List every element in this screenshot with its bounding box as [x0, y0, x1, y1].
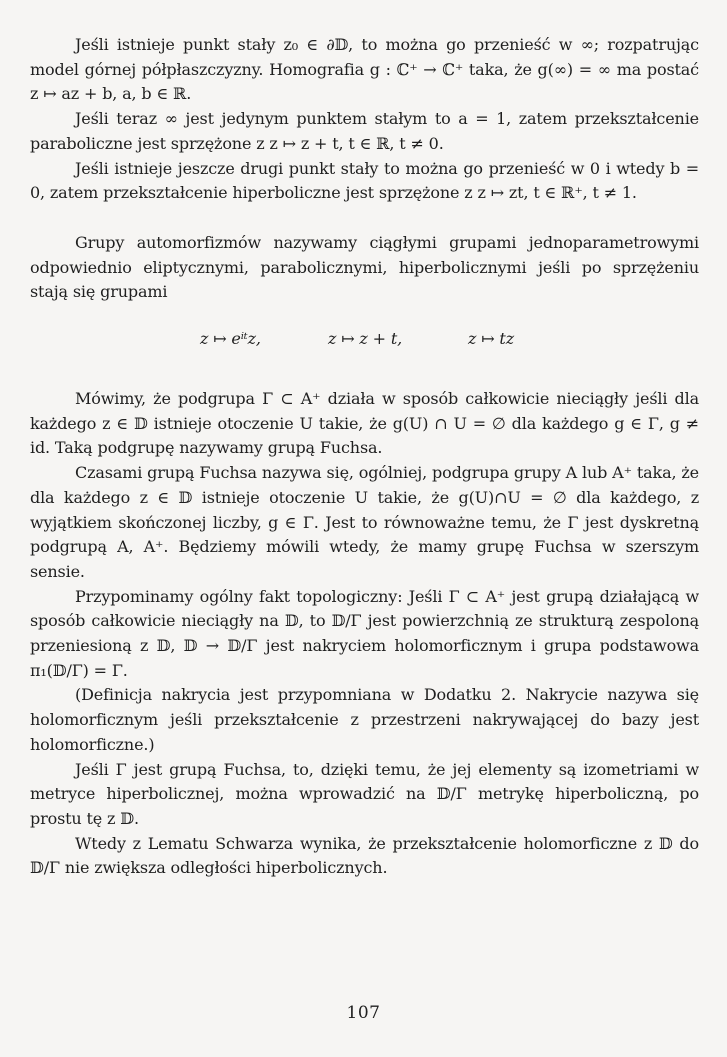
paragraph-parabolic-case: Jeśli teraz ∞ jest jedynym punktem stałym to a = 1, zatem przekształcenie paraboliczne jest sprzężone z z ↦ z + t, t ∈ ℝ, t ≠ 0.	[30, 109, 699, 153]
paragraph-hyperbolic-metric: Jeśli Γ jest grupą Fuchsa, to, dzięki temu, że jej elementy są izometriami w metryce hiperbolicznej, można wprowadzić na 𝔻/Γ metrykę hiperboliczną, po prostu tę z 𝔻.	[30, 759, 699, 828]
paragraph-covering-definition: (Definicja nakrycia jest przypomniana w Dodatku 2. Nakrycie nazywa się holomorficznym jeśli przekształcenie z przestrzeni nakrywającej do bazy jest holomorficzne.)	[30, 685, 699, 754]
formula-parabolic: z ↦ z + t,	[328, 329, 403, 349]
paragraph-schwarz-lemma: Wtedy z Lematu Schwarza wynika, że przekształcenie holomorficzne z 𝔻 do 𝔻/Γ nie zwiększa odległości hiperbolicznych.	[30, 833, 699, 878]
paragraph-topological-fact: Przypominamy ogólny fakt topologiczny: Jeśli Γ ⊂ A⁺ jest grupą działającą w sposób całkowicie nieciągły na 𝔻, to 𝔻/Γ jest powierzchnią ze strukturą zespoloną przeniesioną z 𝔻, 𝔻 → 𝔻/Γ jest nakryciem holomorficznym i grupa podstawowa π₁(𝔻/Γ) = Γ.	[30, 586, 699, 680]
display-formulas	[30, 327, 699, 351]
paragraph-fuchsian-broad-sense: Czasami grupą Fuchsa nazywa się, ogólniej, podgrupa grupy A lub A⁺ taka, że dla każdego z ∈ 𝔻 istnieje otoczenie U takie, że g(U)∩U = ∅ dla każdego, z wyjątkiem skończonej liczby, g ∈ Γ. Jest to równoważne temu, że Γ jest dyskretną podgrupą A, A⁺. Będziemy mówili wtedy, że mamy grupę Fuchsa w szerszym sensie.	[30, 463, 699, 581]
paragraph-hyperbolic-case: Jeśli istnieje jeszcze drugi punkt stały to można go przenieść w 0 i wtedy b = 0, zatem przekształcenie hiperboliczne jest sprzężone z z ↦ zt, t ∈ ℝ⁺, t ≠ 1.	[30, 158, 699, 203]
formula-hyperbolic: z ↦ tz	[468, 329, 514, 349]
page-number: 107	[346, 1003, 381, 1023]
paragraph-fixed-point-homography: Jeśli istnieje punkt stały z₀ ∈ ∂𝔻, to można go przenieść w ∞; rozpatrując model górnej półpłaszczyzny. Homografia g : ℂ⁺ → ℂ⁺ taka, że g(∞) = ∞ ma postać z ↦ az + b, a, b ∈ ℝ.	[30, 35, 699, 104]
paragraph-fuchsian-definition: Mówimy, że podgrupa Γ ⊂ A⁺ działa w sposób całkowicie nieciągły jeśli dla każdego z ∈ 𝔻 istnieje otoczenie U takie, że g(U) ∩ U = ∅ dla każdego g ∈ Γ, g ≠ id. Taką podgrupę nazywamy grupą Fuchsa.	[30, 389, 699, 458]
paragraph-automorphism-groups: Grupy automorfizmów nazywamy ciągłymi grupami jednoparametrowymi odpowiednio eliptycznymi, parabolicznymi, hiperbolicznymi jeśli po sprzężeniu stają się grupami	[30, 232, 699, 302]
formula-elliptic: z ↦ eⁱᵗz,	[200, 329, 261, 349]
page-body	[30, 33, 699, 881]
